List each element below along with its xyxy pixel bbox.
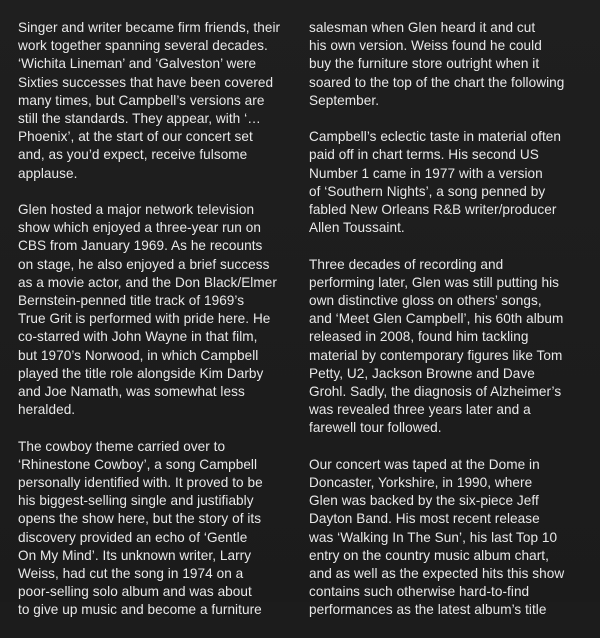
paragraph-television: Glen hosted a major network television show which enjoyed a three-year run on CBS from January 1969. As he recounts on stage, he also enjoyed a brief success as a movie actor, and the Don Black/Elmer Bernstein-penned title track of 1969’s True Grit is performed with pride here. He co-starred with John Wayne in that film, but 1970’s Norwood, in which Campbell played the title role alongside Kim Darby and Joe Namath, was somewhat less heralded. [18, 202, 277, 418]
left-text-column [18, 19, 288, 638]
paragraph-rhinestone-cowboy: The cowboy theme carried over to ‘Rhinestone Cowboy’, a song Campbell personally identified with. It proved to be his biggest-selling single and justifiably opens the show here, but the story of its discovery provided an echo of ‘Gentle On My Mind’. Its unknown writer, Larry Weiss, had cut the song in 1974 on a poor-selling solo album and was about to give up music and become a furniture [18, 438, 263, 618]
right-text-column [309, 19, 587, 638]
paragraph-later-career: Three decades of recording and performing later, Glen was still putting his own distinctive gloss on others’ songs, and ‘Meet Glen Campbell’, his 60th album released in 2008, found him tackling material by contemporary figures like Tom Petty, U2, Jackson Browne and Dave Grohl. Sadly, the diagnosis of Alzheimer’s was revealed three years later and a farewell tour followed. [309, 256, 564, 436]
paragraph-concert-taping: Our concert was taped at the Dome in Doncaster, Yorkshire, in 1990, where Glen was backed by the six-piece Jeff Dayton Band. His most recent release was ‘Walking In The Sun’, his last Top 10 entry on the country music album chart, and as well as the expected hits this show contains such otherwise hard-to-find performances as the latest album’s title [309, 456, 565, 618]
paragraph-eclectic-taste: Campbell’s eclectic taste in material often paid off in chart terms. His second US Number 1 came in 1977 with a version of ‘Southern Nights’, a song penned by fabled New Orleans R&B writer/producer Allen Toussaint. [309, 129, 561, 236]
paragraph-furniture-salesman: salesman when Glen heard it and cut his own version. Weiss found he could buy the furniture store outright when it soared to the top of the chart the following September. [309, 20, 565, 108]
paragraph-friendship: Singer and writer became firm friends, their work together spanning several decades. ‘Wichita Lineman’ and ‘Galveston’ were Sixties successes that have been covered many times, but Campbell’s versions are still the standards. They appear, with ‘… Phoenix’, at the start of our concert set and, as you’d expect, receive fulsome applause. [18, 20, 281, 181]
